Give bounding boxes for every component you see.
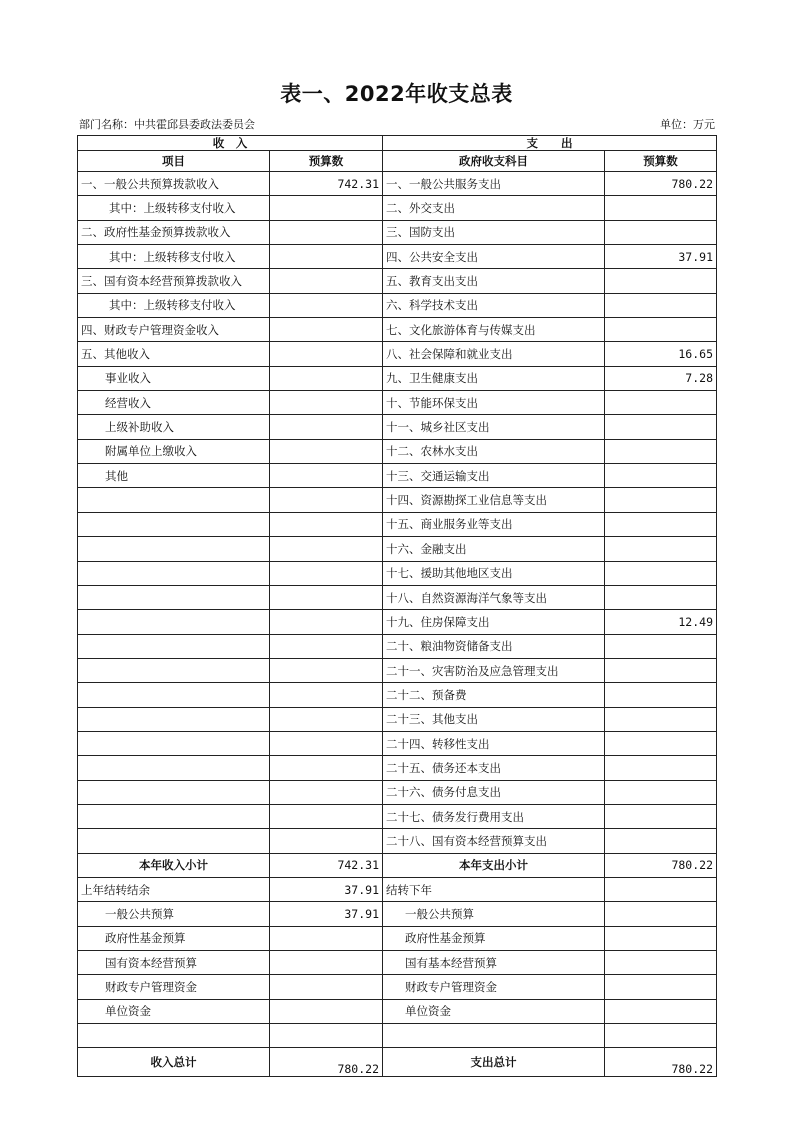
income-label bbox=[78, 707, 270, 731]
expense-value: 780.22 bbox=[605, 172, 717, 196]
expense-value bbox=[605, 585, 717, 609]
expense-label: 二十一、灾害防治及应急管理支出 bbox=[383, 658, 605, 682]
expense-label: 十二、农林水支出 bbox=[383, 439, 605, 463]
table-row bbox=[78, 196, 717, 220]
expense-label: 二十五、债务还本支出 bbox=[383, 756, 605, 780]
expense-value: 37.91 bbox=[605, 245, 717, 269]
income-label: 其中：上级转移支付收入 bbox=[78, 196, 270, 220]
budget-table bbox=[77, 135, 717, 1077]
expense-value bbox=[605, 975, 717, 999]
section-expense: 支 出 bbox=[383, 136, 717, 151]
expense-label: 十一、城乡社区支出 bbox=[383, 415, 605, 439]
expense-label: 一般公共预算 bbox=[383, 902, 605, 926]
expense-value bbox=[605, 902, 717, 926]
table-row bbox=[78, 293, 717, 317]
income-value bbox=[270, 658, 383, 682]
table-row bbox=[78, 512, 717, 536]
expense-value bbox=[605, 634, 717, 658]
expense-label: 一、一般公共服务支出 bbox=[383, 172, 605, 196]
income-label bbox=[78, 488, 270, 512]
unit-label: 单位：万元 bbox=[660, 118, 715, 131]
income-value bbox=[270, 731, 383, 755]
table-row bbox=[78, 391, 717, 415]
table-row bbox=[78, 318, 717, 342]
income-value bbox=[270, 634, 383, 658]
header-expense-budget: 预算数 bbox=[605, 151, 717, 172]
income-label bbox=[78, 731, 270, 755]
income-value bbox=[270, 585, 383, 609]
income-value bbox=[270, 293, 383, 317]
expense-value bbox=[605, 318, 717, 342]
expense-value: 780.22 bbox=[605, 853, 717, 877]
expense-value bbox=[605, 512, 717, 536]
income-value: 37.91 bbox=[270, 902, 383, 926]
income-label: 三、国有资本经营预算拨款收入 bbox=[78, 269, 270, 293]
expense-value bbox=[605, 439, 717, 463]
table-row bbox=[78, 658, 717, 682]
table-row bbox=[78, 537, 717, 561]
expense-value: 12.49 bbox=[605, 610, 717, 634]
table-row bbox=[78, 731, 717, 755]
expense-value bbox=[605, 561, 717, 585]
expense-value bbox=[605, 537, 717, 561]
income-value bbox=[270, 804, 383, 828]
expense-label: 二十四、转移性支出 bbox=[383, 731, 605, 755]
table-row bbox=[78, 415, 717, 439]
income-label: 附属单位上缴收入 bbox=[78, 439, 270, 463]
expense-label: 十七、援助其他地区支出 bbox=[383, 561, 605, 585]
expense-value bbox=[605, 464, 717, 488]
header-expense-item: 政府收支科目 bbox=[383, 151, 605, 172]
income-label bbox=[78, 585, 270, 609]
table-row bbox=[78, 245, 717, 269]
expense-label: 二十六、债务付息支出 bbox=[383, 780, 605, 804]
table-row bbox=[78, 829, 717, 853]
income-value bbox=[270, 537, 383, 561]
expense-value bbox=[605, 731, 717, 755]
table-row bbox=[78, 366, 717, 390]
total-row bbox=[78, 1048, 717, 1077]
table-row bbox=[78, 610, 717, 634]
income-value bbox=[270, 196, 383, 220]
income-value bbox=[270, 926, 383, 950]
table-row bbox=[78, 756, 717, 780]
expense-value bbox=[605, 951, 717, 975]
carry-row bbox=[78, 926, 717, 950]
expense-value bbox=[605, 488, 717, 512]
expense-label: 二十三、其他支出 bbox=[383, 707, 605, 731]
expense-label: 四、公共安全支出 bbox=[383, 245, 605, 269]
income-label bbox=[78, 512, 270, 536]
income-value bbox=[270, 683, 383, 707]
table-row bbox=[78, 269, 717, 293]
expense-value bbox=[605, 220, 717, 244]
table-row bbox=[78, 342, 717, 366]
table-row bbox=[78, 488, 717, 512]
income-value bbox=[270, 488, 383, 512]
income-value bbox=[270, 951, 383, 975]
table-row bbox=[78, 464, 717, 488]
expense-label: 九、卫生健康支出 bbox=[383, 366, 605, 390]
income-value: 780.22 bbox=[270, 1048, 383, 1077]
expense-value bbox=[605, 1024, 717, 1048]
income-label bbox=[78, 804, 270, 828]
expense-label: 三、国防支出 bbox=[383, 220, 605, 244]
carry-row bbox=[78, 902, 717, 926]
income-label bbox=[78, 1024, 270, 1048]
expense-label: 八、社会保障和就业支出 bbox=[383, 342, 605, 366]
income-label: 国有资本经营预算 bbox=[78, 951, 270, 975]
expense-label: 结转下年 bbox=[383, 877, 605, 901]
expense-label: 二十八、国有资本经营预算支出 bbox=[383, 829, 605, 853]
expense-label: 十九、住房保障支出 bbox=[383, 610, 605, 634]
expense-label: 六、科学技术支出 bbox=[383, 293, 605, 317]
income-value bbox=[270, 391, 383, 415]
carry-row bbox=[78, 1024, 717, 1048]
expense-label: 财政专户管理资金 bbox=[383, 975, 605, 999]
table-row bbox=[78, 634, 717, 658]
income-value bbox=[270, 512, 383, 536]
income-value bbox=[270, 342, 383, 366]
expense-value bbox=[605, 707, 717, 731]
income-value bbox=[270, 999, 383, 1023]
income-value bbox=[270, 756, 383, 780]
expense-label: 二十、粮油物资储备支出 bbox=[383, 634, 605, 658]
income-label bbox=[78, 561, 270, 585]
carry-row bbox=[78, 999, 717, 1023]
income-label: 财政专户管理资金 bbox=[78, 975, 270, 999]
expense-value bbox=[605, 415, 717, 439]
income-label bbox=[78, 683, 270, 707]
expense-value bbox=[605, 877, 717, 901]
income-label: 事业收入 bbox=[78, 366, 270, 390]
income-label: 四、财政专户管理资金收入 bbox=[78, 318, 270, 342]
income-value bbox=[270, 610, 383, 634]
expense-value bbox=[605, 780, 717, 804]
income-value: 37.91 bbox=[270, 877, 383, 901]
income-value bbox=[270, 220, 383, 244]
income-value bbox=[270, 245, 383, 269]
income-label bbox=[78, 780, 270, 804]
expense-value: 16.65 bbox=[605, 342, 717, 366]
expense-value bbox=[605, 829, 717, 853]
page-title: 表一、2022年收支总表 bbox=[280, 82, 513, 106]
table-row bbox=[78, 683, 717, 707]
expense-label: 五、教育支出支出 bbox=[383, 269, 605, 293]
expense-value bbox=[605, 293, 717, 317]
income-label: 其他 bbox=[78, 464, 270, 488]
carry-row bbox=[78, 975, 717, 999]
income-label: 一般公共预算 bbox=[78, 902, 270, 926]
table-row bbox=[78, 220, 717, 244]
income-label: 二、政府性基金预算拨款收入 bbox=[78, 220, 270, 244]
income-value bbox=[270, 415, 383, 439]
expense-label: 支出总计 bbox=[383, 1048, 605, 1077]
income-label bbox=[78, 829, 270, 853]
income-value bbox=[270, 464, 383, 488]
expense-value bbox=[605, 658, 717, 682]
expense-value bbox=[605, 683, 717, 707]
section-header-row bbox=[78, 136, 717, 151]
subtotal-row bbox=[78, 853, 717, 877]
income-label bbox=[78, 537, 270, 561]
income-label bbox=[78, 634, 270, 658]
expense-label: 二十二、预备费 bbox=[383, 683, 605, 707]
income-label: 政府性基金预算 bbox=[78, 926, 270, 950]
expense-value bbox=[605, 999, 717, 1023]
income-label: 本年收入小计 bbox=[78, 853, 270, 877]
income-value bbox=[270, 1024, 383, 1048]
table-row bbox=[78, 804, 717, 828]
expense-label: 政府性基金预算 bbox=[383, 926, 605, 950]
expense-value bbox=[605, 756, 717, 780]
expense-value: 7.28 bbox=[605, 366, 717, 390]
table-row bbox=[78, 780, 717, 804]
income-value bbox=[270, 829, 383, 853]
income-value bbox=[270, 561, 383, 585]
carry-row bbox=[78, 877, 717, 901]
expense-label: 本年支出小计 bbox=[383, 853, 605, 877]
table-row bbox=[78, 439, 717, 463]
income-value bbox=[270, 366, 383, 390]
expense-label: 十三、交通运输支出 bbox=[383, 464, 605, 488]
income-value bbox=[270, 975, 383, 999]
expense-label: 十四、资源勘探工业信息等支出 bbox=[383, 488, 605, 512]
income-label: 上年结转结余 bbox=[78, 877, 270, 901]
income-label: 五、其他收入 bbox=[78, 342, 270, 366]
carry-row bbox=[78, 951, 717, 975]
income-label: 上级补助收入 bbox=[78, 415, 270, 439]
income-label: 其中：上级转移支付收入 bbox=[78, 245, 270, 269]
header-income-budget: 预算数 bbox=[270, 151, 383, 172]
expense-label bbox=[383, 1024, 605, 1048]
expense-value bbox=[605, 926, 717, 950]
income-label: 收入总计 bbox=[78, 1048, 270, 1077]
income-value: 742.31 bbox=[270, 853, 383, 877]
column-header-row bbox=[78, 151, 717, 172]
expense-label: 七、文化旅游体育与传媒支出 bbox=[383, 318, 605, 342]
expense-label: 单位资金 bbox=[383, 999, 605, 1023]
table-row bbox=[78, 707, 717, 731]
income-label: 单位资金 bbox=[78, 999, 270, 1023]
expense-label: 十八、自然资源海洋气象等支出 bbox=[383, 585, 605, 609]
income-label: 一、一般公共预算拨款收入 bbox=[78, 172, 270, 196]
expense-label: 十六、金融支出 bbox=[383, 537, 605, 561]
income-label: 其中：上级转移支付收入 bbox=[78, 293, 270, 317]
expense-label: 十、节能环保支出 bbox=[383, 391, 605, 415]
table-row bbox=[78, 172, 717, 196]
income-value bbox=[270, 780, 383, 804]
expense-value: 780.22 bbox=[605, 1048, 717, 1077]
section-income: 收 入 bbox=[78, 136, 383, 151]
income-value bbox=[270, 707, 383, 731]
expense-label: 二十七、债务发行费用支出 bbox=[383, 804, 605, 828]
expense-label: 十五、商业服务业等支出 bbox=[383, 512, 605, 536]
expense-label: 国有基本经营预算 bbox=[383, 951, 605, 975]
expense-value bbox=[605, 269, 717, 293]
header-income-item: 项目 bbox=[78, 151, 270, 172]
income-label bbox=[78, 756, 270, 780]
income-label: 经营收入 bbox=[78, 391, 270, 415]
income-value: 742.31 bbox=[270, 172, 383, 196]
expense-value bbox=[605, 391, 717, 415]
income-value bbox=[270, 439, 383, 463]
table-row bbox=[78, 585, 717, 609]
income-label bbox=[78, 658, 270, 682]
income-label bbox=[78, 610, 270, 634]
income-value bbox=[270, 318, 383, 342]
expense-label: 二、外交支出 bbox=[383, 196, 605, 220]
income-value bbox=[270, 269, 383, 293]
expense-value bbox=[605, 196, 717, 220]
table-row bbox=[78, 561, 717, 585]
expense-value bbox=[605, 804, 717, 828]
department-name: 部门名称：中共霍邱县委政法委员会 bbox=[79, 118, 255, 131]
